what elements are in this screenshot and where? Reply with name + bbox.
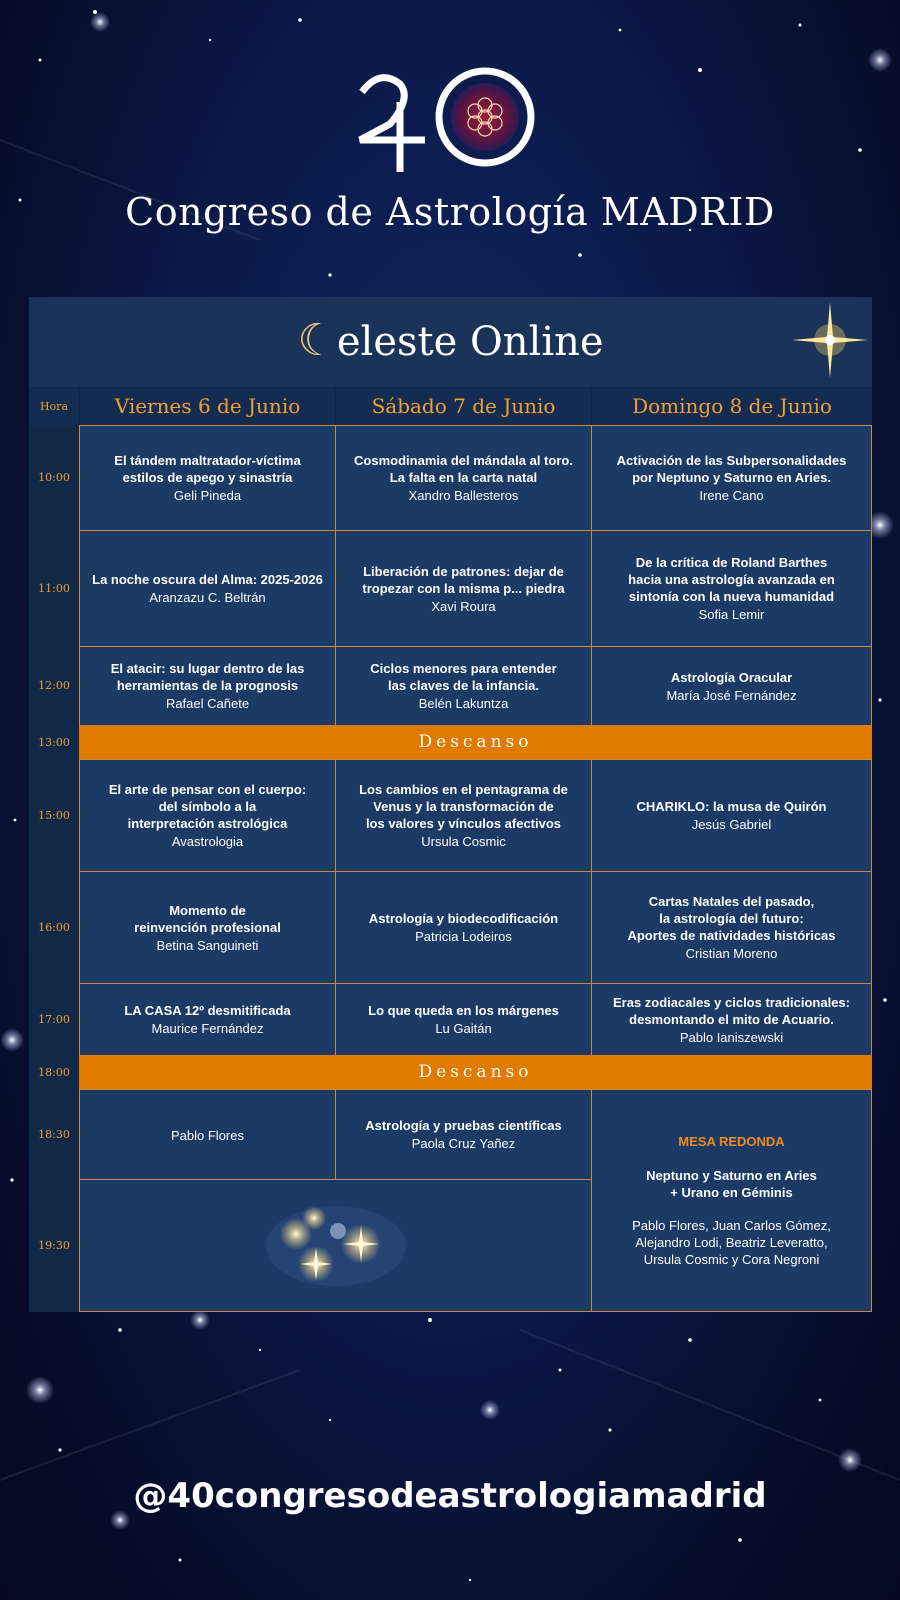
hour-label: 17:00 — [38, 1012, 70, 1026]
session-cell — [79, 759, 336, 872]
session-speaker: Patricia Lodeiros — [415, 929, 512, 944]
online-title — [29, 315, 872, 366]
day-header-saturday: Sábado 7 de Junio — [335, 387, 591, 425]
hour-label: 12:00 — [38, 679, 70, 692]
moon-icon: ☾ — [297, 315, 337, 366]
session-speaker: Pablo Ianiszewski — [679, 1029, 784, 1045]
session-cell — [79, 646, 336, 726]
session-speaker: María José Fernández — [666, 687, 797, 703]
session-cell — [591, 983, 872, 1056]
session-title: Los cambios en el pentagrama de Venus y la transformación de los valores y vínculos afectivos — [359, 782, 568, 831]
session-title: Cosmodinamia del mándala al toro. La falta en la carta natal — [354, 453, 573, 485]
session-cell — [79, 1089, 336, 1180]
star-flare-icon — [790, 300, 870, 380]
session-title: Ciclos menores para entender las claves de la infancia. — [370, 661, 557, 693]
session-speaker: Betina Sanguineti — [156, 937, 259, 953]
break-bar: Descanso — [79, 725, 872, 759]
constellation-sparkle-icon — [256, 1196, 416, 1296]
break-bar: Descanso — [79, 1055, 872, 1089]
session-cell — [335, 759, 592, 872]
session-speaker: Jesús Gabriel — [691, 817, 772, 832]
online-title-text: eleste Online — [336, 319, 604, 365]
session-cell — [79, 425, 336, 531]
session-cell — [335, 646, 592, 726]
session-speaker: Xavi Roura — [431, 598, 496, 614]
celeste-online-banner — [29, 297, 872, 387]
day-header-friday: Viernes 6 de Junio — [79, 387, 335, 425]
session-title: El atacir: su lugar dentro de las herramientas de la prognosis — [110, 661, 305, 693]
session-speaker: Maurice Fernández — [151, 1021, 264, 1036]
session-cell — [591, 530, 872, 647]
round-table-title: Neptuno y Saturno en Aries + Urano en Géminis — [646, 1167, 817, 1200]
session-cell — [335, 1089, 592, 1180]
session-cell — [591, 646, 872, 726]
session-title: La noche oscura del Alma: 2025-2026 — [92, 572, 323, 587]
hour-label: 19:30 — [38, 1239, 70, 1252]
session-speaker: Ursula Cosmic — [421, 834, 506, 849]
session-cell — [335, 983, 592, 1056]
session-title: Momento de reinvención profesional — [134, 902, 281, 935]
constellation-cell — [79, 1179, 592, 1312]
session-speaker: Xandro Ballesteros — [408, 488, 519, 503]
session-speaker: Aranzazu C. Beltrán — [149, 590, 266, 605]
session-title: El arte de pensar con el cuerpo: del símbolo a la interpretación astrológica — [108, 782, 307, 831]
session-cell — [591, 759, 872, 872]
session-cell — [591, 871, 872, 984]
session-speaker: Avastrologia — [171, 834, 244, 849]
day-header-sunday: Domingo 8 de Junio — [591, 387, 872, 425]
hour-label: 18:00 — [38, 1065, 70, 1079]
session-cell — [335, 530, 592, 647]
round-table-participants: Pablo Flores, Juan Carlos Gómez, Alejandro Lodi, Beatriz Leveratto, Ursula Cosmic y Cora Negroni — [632, 1217, 831, 1267]
session-cell — [335, 425, 592, 531]
session-speaker: Paola Cruz Yañez — [411, 1136, 516, 1151]
session-speaker: Geli Pineda — [173, 488, 242, 503]
session-cell — [79, 530, 336, 647]
session-title: Cartas Natales del pasado, la astrología del futuro: Aportes de natividades históricas — [627, 894, 836, 943]
session-speaker: Irene Cano — [699, 488, 764, 503]
session-title: Liberación de patrones: dejar de tropezar con la misma p... piedra — [362, 563, 565, 596]
session-title: Astrología Oracular — [670, 669, 793, 685]
session-cell — [79, 983, 336, 1056]
round-table-cell — [591, 1089, 872, 1312]
session-title: CHARIKLO: la musa de Quirón — [636, 799, 827, 814]
session-cell — [335, 871, 592, 984]
session-title: Eras zodiacales y ciclos tradicionales: desmontando el mito de Acuario. — [612, 994, 850, 1027]
session-title: Astrología y pruebas científicas — [365, 1118, 562, 1133]
session-title: LA CASA 12º desmitificada — [124, 1003, 291, 1018]
round-table-label: MESA REDONDA — [678, 1133, 785, 1149]
congress-title: Congreso de Astrología MADRID — [125, 190, 775, 234]
session-speaker: Sofia Lemir — [698, 607, 765, 622]
session-title: Activación de las Subpersonalidades por Neptuno y Saturno en Aries. — [616, 453, 847, 485]
session-cell — [79, 871, 336, 984]
session-speaker: Pablo Flores — [171, 1127, 244, 1143]
hour-label: 11:00 — [38, 581, 70, 595]
session-cell — [591, 425, 872, 531]
congress-logo — [350, 62, 550, 177]
hour-label: 13:00 — [38, 735, 70, 749]
hour-header: Hora — [29, 387, 79, 425]
hour-label: 15:00 — [38, 808, 70, 822]
schedule-grid — [29, 387, 872, 1312]
session-title: Lo que queda en los márgenes — [368, 1003, 559, 1018]
social-handle: @40congresodeastrologiamadrid — [133, 1476, 767, 1516]
header — [0, 0, 900, 290]
session-title: Astrología y biodecodificación — [368, 911, 559, 926]
hour-label: 10:00 — [38, 471, 70, 484]
hour-label: 18:30 — [38, 1127, 70, 1141]
session-title: De la crítica de Roland Barthes hacia una astrología avanzada en sintonía con la nueva humanidad — [628, 555, 835, 604]
session-speaker: Cristian Moreno — [685, 946, 778, 961]
session-speaker: Belén Lakuntza — [418, 696, 509, 711]
session-speaker: Rafael Cañete — [165, 696, 250, 711]
session-speaker: Lu Gaitán — [435, 1021, 492, 1036]
session-title: El tándem maltratador-víctima estilos de apego y sinastría — [114, 453, 301, 485]
hour-label: 16:00 — [38, 920, 70, 934]
